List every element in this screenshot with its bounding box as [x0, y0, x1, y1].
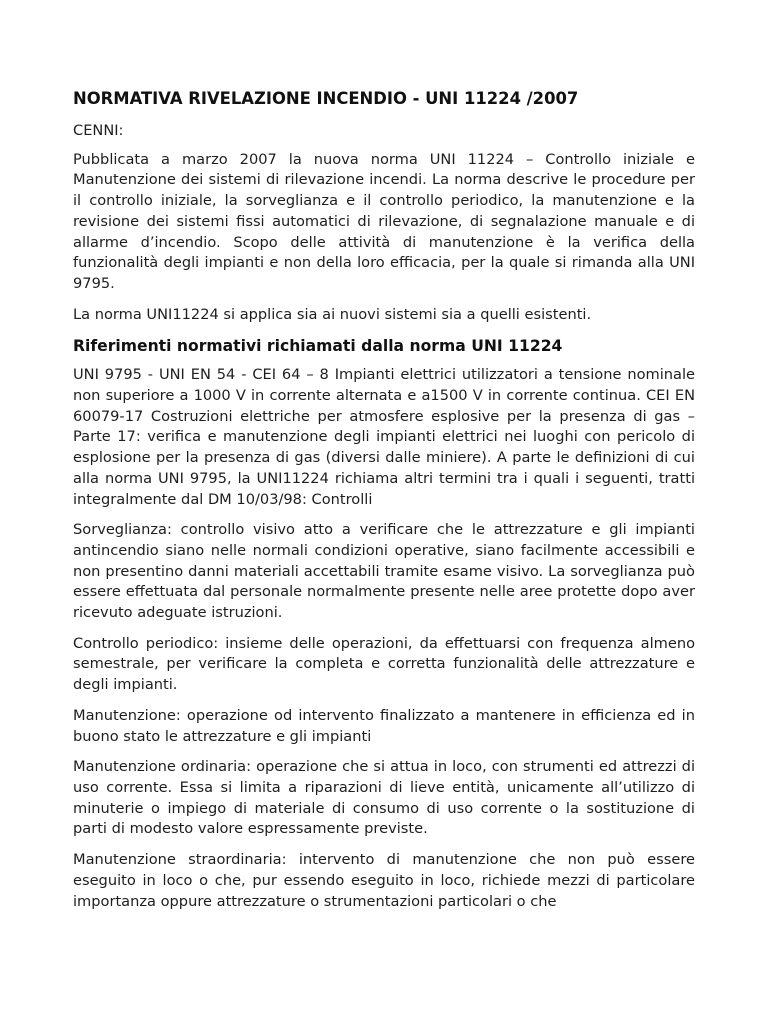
definition-manutenzione-ordinaria: Manutenzione ordinaria: operazione che si attua in loco, con strumenti ed attrezzi di uso corrente. Essa si limita a riparazioni di lieve entità, unicamente all’utilizzo di minuterie o impiego di materiale di consumo di uso corrente o la sostituzione di parti di modesto valore espressamente previste.	[73, 758, 695, 838]
references-heading: Riferimenti normativi richiamati dalla norma UNI 11224	[73, 337, 563, 356]
definition-manutenzione: Manutenzione: operazione od intervento finalizzato a mantenere in efficienza ed in buono stato le attrezzature e gli impianti	[73, 706, 695, 745]
definition-sorveglianza: Sorveglianza: controllo visivo atto a verificare che le attrezzature e gli impianti antincendio siano nelle normali condizioni operative, siano facilmente accessibili e non presentino danni materiali accettabili tramite esame visivo. La sorveglianza può essere effettuata dal personale normalmente presente nelle aree protette dopo aver ricevuto adeguate istruzioni.	[73, 521, 695, 622]
document-page	[73, 88, 695, 912]
definition-controllo-periodico: Controllo periodico: insieme delle operazioni, da effettuarsi con frequenza almeno semestrale, per verificare la completa e corretta funzionalità delle attrezzature e degli impianti.	[73, 634, 695, 694]
intro-paragraph: Pubblicata a marzo 2007 la nuova norma UNI 11224 – Controllo iniziale e Manutenzione dei sistemi di rilevazione incendi. La norma descrive le procedure per il controllo iniziale, la sorveglianza e il controllo periodico, la manutenzione e la revisione dei sistemi fissi automatici di rilevazione, di segnalazione manuale e di allarme d’incendio. Scopo delle attività di manutenzione è la verifica della funzionalità degli impianti e non della loro efficacia, per la quale si rimanda alla UNI 9795.	[73, 150, 695, 292]
cenni-label: CENNI:	[73, 122, 124, 139]
scope-paragraph: La norma UNI11224 si applica sia ai nuovi sistemi sia a quelli esistenti.	[73, 305, 592, 323]
references-paragraph: UNI 9795 - UNI EN 54 - CEI 64 – 8 Impianti elettrici utilizzatori a tensione nominale non superiore a 1000 V in corrente alternata e a1500 V in corrente continua. CEI EN 60079-17 Costruzioni elettriche per atmosfere esplosive per la presenza di gas – Parte 17: verifica e manutenzione degli impianti elettrici nei luoghi con pericolo di esplosione per la presenza di gas (diversi dalle miniere). A parte le definizioni di cui alla norma UNI 9795, la UNI11224 richiama altri termini tra i quali i seguenti, tratti integralmente dal DM 10/03/98: Controlli	[73, 366, 695, 508]
document-title: NORMATIVA RIVELAZIONE INCENDIO - UNI 11224 /2007	[73, 89, 579, 108]
definition-manutenzione-straordinaria: Manutenzione straordinaria: intervento di manutenzione che non può essere eseguito in loco o che, pur essendo eseguito in loco, richiede mezzi di particolare importanza oppure attrezzature o strumentazioni particolari o che	[73, 851, 695, 910]
